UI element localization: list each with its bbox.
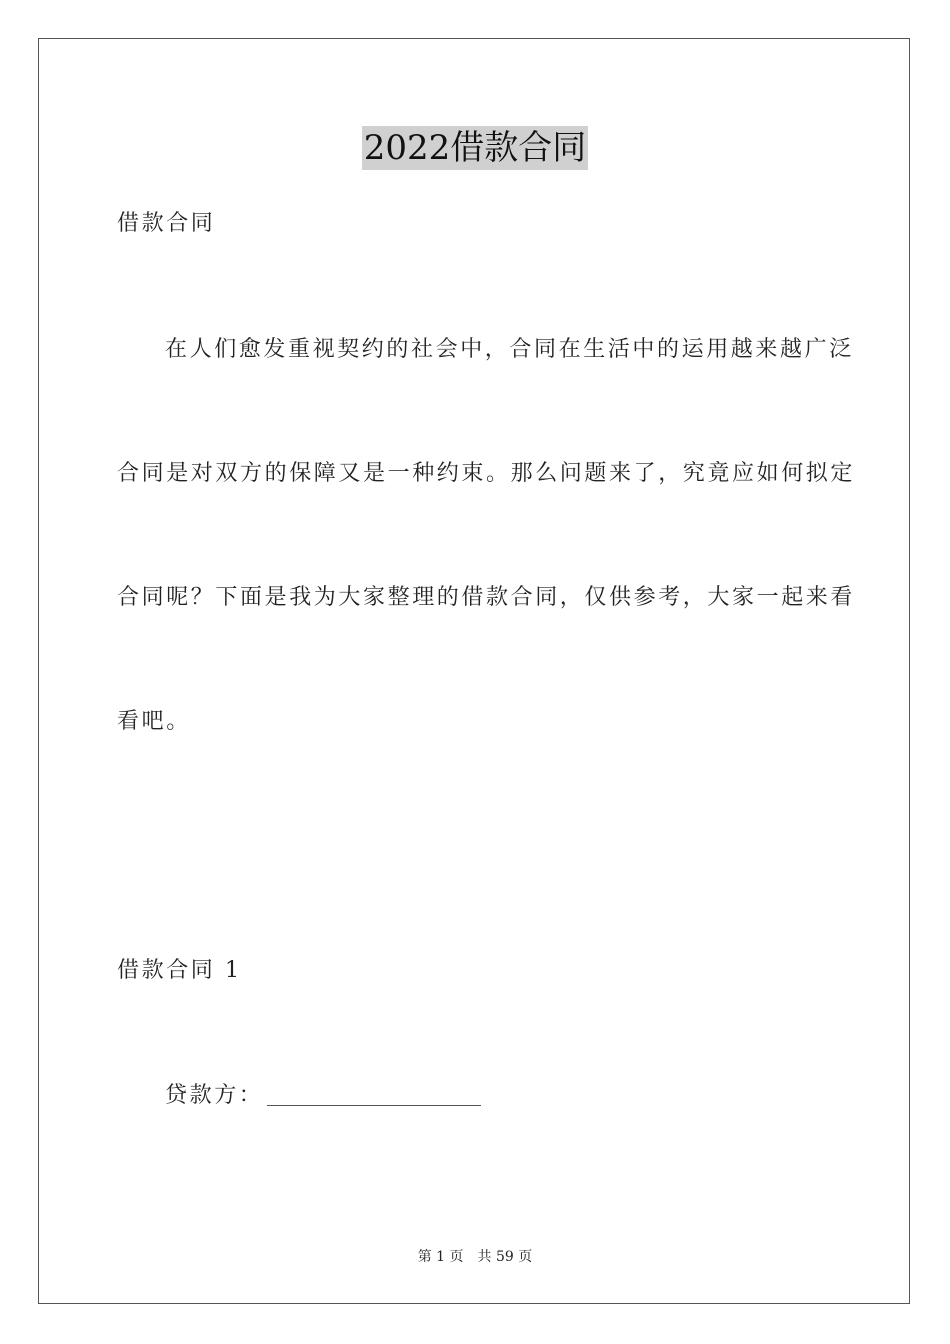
section-heading: 借款合同 1	[117, 958, 242, 983]
page-number-total: 共 59 页	[477, 1249, 533, 1265]
lender-field	[165, 1081, 481, 1111]
document-subtitle: 借款合同	[117, 211, 216, 236]
page-number-current: 第 1 页	[417, 1249, 464, 1265]
page-footer	[0, 1247, 950, 1267]
lender-field-label: 贷款方：	[165, 1083, 264, 1108]
intro-line-3: 合同呢？下面是我为大家整理的借款合同，仅供参考，大家一起来看	[117, 585, 856, 610]
intro-line-2: 合同是对双方的保障又是一种约束。那么问题来了，究竟应如何拟定	[117, 461, 856, 486]
document-title	[0, 126, 950, 170]
lender-field-blank[interactable]	[267, 1083, 481, 1106]
document-title-text: 2022借款合同	[363, 128, 587, 168]
intro-line-1: 在人们愈发重视契约的社会中，合同在生活中的运用越来越广泛	[165, 337, 854, 362]
intro-line-4: 看吧。	[117, 709, 191, 734]
